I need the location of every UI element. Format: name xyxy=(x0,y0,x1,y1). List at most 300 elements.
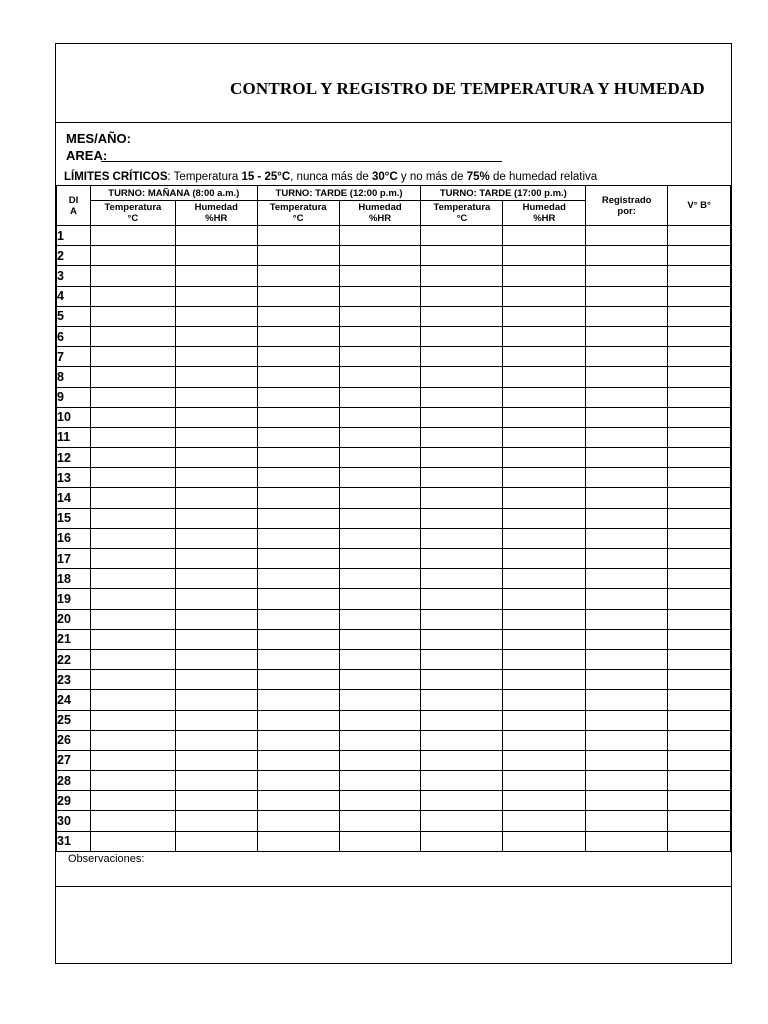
entry-cell[interactable] xyxy=(339,831,421,851)
entry-cell[interactable] xyxy=(586,226,668,246)
entry-cell[interactable] xyxy=(90,326,175,346)
entry-cell[interactable] xyxy=(668,508,731,528)
entry-cell[interactable] xyxy=(668,226,731,246)
entry-cell[interactable] xyxy=(668,690,731,710)
entry-cell[interactable] xyxy=(503,629,586,649)
entry-cell[interactable] xyxy=(668,629,731,649)
entry-cell[interactable] xyxy=(257,670,339,690)
entry-cell[interactable] xyxy=(421,811,503,831)
entry-cell[interactable] xyxy=(257,508,339,528)
entry-cell[interactable] xyxy=(668,528,731,548)
entry-cell[interactable] xyxy=(503,488,586,508)
entry-cell[interactable] xyxy=(668,589,731,609)
entry-cell[interactable] xyxy=(668,791,731,811)
entry-cell[interactable] xyxy=(339,508,421,528)
entry-cell[interactable] xyxy=(503,609,586,629)
entry-cell[interactable] xyxy=(421,528,503,548)
entry-cell[interactable] xyxy=(257,771,339,791)
day-number: 11 xyxy=(57,427,91,447)
day-number: 31 xyxy=(57,831,91,851)
entry-cell[interactable] xyxy=(257,367,339,387)
day-header: DI A xyxy=(57,186,91,226)
table-row xyxy=(57,508,731,528)
entry-cell[interactable] xyxy=(668,670,731,690)
entry-cell[interactable] xyxy=(90,488,175,508)
entry-cell[interactable] xyxy=(257,488,339,508)
entry-cell[interactable] xyxy=(90,528,175,548)
entry-cell[interactable] xyxy=(257,246,339,266)
day-number: 20 xyxy=(57,609,91,629)
entry-cell[interactable] xyxy=(586,730,668,750)
title-box xyxy=(56,44,731,123)
entry-cell[interactable] xyxy=(421,246,503,266)
entry-cell[interactable] xyxy=(90,508,175,528)
entry-cell[interactable] xyxy=(257,427,339,447)
entry-cell[interactable] xyxy=(421,609,503,629)
entry-cell[interactable] xyxy=(586,347,668,367)
entry-cell[interactable] xyxy=(339,730,421,750)
entry-cell[interactable] xyxy=(339,448,421,468)
entry-cell[interactable] xyxy=(175,246,257,266)
entry-cell[interactable] xyxy=(421,347,503,367)
entry-cell[interactable] xyxy=(90,629,175,649)
entry-cell[interactable] xyxy=(421,367,503,387)
entry-cell[interactable] xyxy=(175,589,257,609)
entry-cell[interactable] xyxy=(421,468,503,488)
table-row xyxy=(57,528,731,548)
entry-cell[interactable] xyxy=(586,468,668,488)
entry-cell[interactable] xyxy=(257,286,339,306)
entry-cell[interactable] xyxy=(90,549,175,569)
entry-cell[interactable] xyxy=(586,690,668,710)
table-row xyxy=(57,367,731,387)
day-number: 4 xyxy=(57,286,91,306)
entry-cell[interactable] xyxy=(257,690,339,710)
entry-cell[interactable] xyxy=(586,670,668,690)
entry-cell[interactable] xyxy=(339,549,421,569)
day-number: 27 xyxy=(57,750,91,770)
entry-cell[interactable] xyxy=(339,347,421,367)
entry-cell[interactable] xyxy=(503,690,586,710)
day-number: 5 xyxy=(57,306,91,326)
entry-cell[interactable] xyxy=(586,710,668,730)
day-number: 1 xyxy=(57,226,91,246)
entry-cell[interactable] xyxy=(668,347,731,367)
entry-cell[interactable] xyxy=(503,831,586,851)
entry-cell[interactable] xyxy=(339,306,421,326)
entry-cell[interactable] xyxy=(175,730,257,750)
entry-cell[interactable] xyxy=(257,407,339,427)
entry-cell[interactable] xyxy=(668,246,731,266)
entry-cell[interactable] xyxy=(586,589,668,609)
day-number: 12 xyxy=(57,448,91,468)
table-row xyxy=(57,831,731,851)
entry-cell[interactable] xyxy=(503,811,586,831)
entry-cell[interactable] xyxy=(668,266,731,286)
entry-cell[interactable] xyxy=(90,387,175,407)
entry-cell[interactable] xyxy=(668,367,731,387)
entry-cell[interactable] xyxy=(90,649,175,669)
entry-cell[interactable] xyxy=(175,488,257,508)
entry-cell[interactable] xyxy=(90,730,175,750)
entry-cell[interactable] xyxy=(339,326,421,346)
entry-cell[interactable] xyxy=(257,549,339,569)
entry-cell[interactable] xyxy=(668,468,731,488)
entry-cell[interactable] xyxy=(90,831,175,851)
entry-cell[interactable] xyxy=(90,306,175,326)
entry-cell[interactable] xyxy=(90,771,175,791)
table-row xyxy=(57,811,731,831)
entry-cell[interactable] xyxy=(421,791,503,811)
entry-cell[interactable] xyxy=(503,448,586,468)
temp-header-afternoon: Temperatura °C xyxy=(421,201,503,226)
entry-cell[interactable] xyxy=(257,326,339,346)
entry-cell[interactable] xyxy=(175,569,257,589)
entry-cell[interactable] xyxy=(339,629,421,649)
entry-cell[interactable] xyxy=(257,589,339,609)
entry-cell[interactable] xyxy=(90,811,175,831)
entry-cell[interactable] xyxy=(90,226,175,246)
entry-cell[interactable] xyxy=(668,750,731,770)
entry-cell[interactable] xyxy=(90,791,175,811)
entry-cell[interactable] xyxy=(175,266,257,286)
approval-header: V° B° xyxy=(668,186,731,226)
entry-cell[interactable] xyxy=(339,811,421,831)
entry-cell[interactable] xyxy=(586,811,668,831)
entry-cell[interactable] xyxy=(257,649,339,669)
entry-cell[interactable] xyxy=(586,569,668,589)
entry-cell[interactable] xyxy=(339,387,421,407)
entry-cell[interactable] xyxy=(503,427,586,447)
entry-cell[interactable] xyxy=(503,791,586,811)
entry-cell[interactable] xyxy=(339,750,421,770)
entry-cell[interactable] xyxy=(668,286,731,306)
day-number: 9 xyxy=(57,387,91,407)
entry-cell[interactable] xyxy=(668,730,731,750)
entry-cell[interactable] xyxy=(586,831,668,851)
entry-cell[interactable] xyxy=(175,609,257,629)
entry-cell[interactable] xyxy=(421,629,503,649)
entry-cell[interactable] xyxy=(668,831,731,851)
entry-cell[interactable] xyxy=(257,266,339,286)
entry-cell[interactable] xyxy=(503,569,586,589)
day-number: 25 xyxy=(57,710,91,730)
record-table xyxy=(56,185,731,852)
entry-cell[interactable] xyxy=(339,266,421,286)
entry-cell[interactable] xyxy=(339,670,421,690)
entry-cell[interactable] xyxy=(421,771,503,791)
entry-cell[interactable] xyxy=(339,589,421,609)
table-row xyxy=(57,448,731,468)
entry-cell[interactable] xyxy=(421,730,503,750)
limits-range: 15 - 25°C xyxy=(241,171,291,183)
day-number: 17 xyxy=(57,549,91,569)
entry-cell[interactable] xyxy=(586,649,668,669)
entry-cell[interactable] xyxy=(90,246,175,266)
entry-cell[interactable] xyxy=(503,367,586,387)
entry-cell[interactable] xyxy=(175,367,257,387)
entry-cell[interactable] xyxy=(503,771,586,791)
entry-cell[interactable] xyxy=(586,488,668,508)
entry-cell[interactable] xyxy=(503,649,586,669)
entry-cell[interactable] xyxy=(339,690,421,710)
entry-cell[interactable] xyxy=(503,306,586,326)
entry-cell[interactable] xyxy=(586,407,668,427)
entry-cell[interactable] xyxy=(90,266,175,286)
entry-cell[interactable] xyxy=(175,791,257,811)
entry-cell[interactable] xyxy=(421,488,503,508)
entry-cell[interactable] xyxy=(503,670,586,690)
entry-cell[interactable] xyxy=(586,508,668,528)
entry-cell[interactable] xyxy=(90,427,175,447)
table-row xyxy=(57,710,731,730)
entry-cell[interactable] xyxy=(421,750,503,770)
entry-cell[interactable] xyxy=(668,569,731,589)
entry-cell[interactable] xyxy=(90,286,175,306)
entry-cell[interactable] xyxy=(175,831,257,851)
entry-cell[interactable] xyxy=(175,326,257,346)
entry-cell[interactable] xyxy=(503,286,586,306)
entry-cell[interactable] xyxy=(339,528,421,548)
entry-cell[interactable] xyxy=(503,387,586,407)
table-row xyxy=(57,326,731,346)
entry-cell[interactable] xyxy=(90,569,175,589)
entry-cell[interactable] xyxy=(586,286,668,306)
entry-cell[interactable] xyxy=(175,710,257,730)
day-number: 24 xyxy=(57,690,91,710)
day-number: 28 xyxy=(57,771,91,791)
entry-cell[interactable] xyxy=(586,306,668,326)
temp-header-noon: Temperatura °C xyxy=(257,201,339,226)
limits-label: LÍMITES CRÍTICOS xyxy=(64,171,168,183)
entry-cell[interactable] xyxy=(175,347,257,367)
entry-cell[interactable] xyxy=(421,266,503,286)
entry-cell[interactable] xyxy=(421,286,503,306)
entry-cell[interactable] xyxy=(421,427,503,447)
entry-cell[interactable] xyxy=(175,549,257,569)
entry-cell[interactable] xyxy=(503,468,586,488)
entry-cell[interactable] xyxy=(175,508,257,528)
entry-cell[interactable] xyxy=(503,549,586,569)
entry-cell[interactable] xyxy=(175,670,257,690)
entry-cell[interactable] xyxy=(175,387,257,407)
day-number: 13 xyxy=(57,468,91,488)
entry-cell[interactable] xyxy=(175,286,257,306)
entry-cell[interactable] xyxy=(90,690,175,710)
table-row xyxy=(57,266,731,286)
entry-cell[interactable] xyxy=(421,831,503,851)
entry-cell[interactable] xyxy=(90,750,175,770)
entry-cell[interactable] xyxy=(175,448,257,468)
entry-cell[interactable] xyxy=(90,468,175,488)
entry-cell[interactable] xyxy=(586,266,668,286)
entry-cell[interactable] xyxy=(175,750,257,770)
entry-cell[interactable] xyxy=(421,549,503,569)
entry-cell[interactable] xyxy=(586,629,668,649)
table-row xyxy=(57,569,731,589)
entry-cell[interactable] xyxy=(339,609,421,629)
day-number: 15 xyxy=(57,508,91,528)
entry-cell[interactable] xyxy=(668,488,731,508)
table-row xyxy=(57,387,731,407)
entry-cell[interactable] xyxy=(586,448,668,468)
observations-box[interactable] xyxy=(56,851,731,887)
entry-cell[interactable] xyxy=(668,649,731,669)
entry-cell[interactable] xyxy=(339,286,421,306)
entry-cell[interactable] xyxy=(421,690,503,710)
entry-cell[interactable] xyxy=(339,468,421,488)
entry-cell[interactable] xyxy=(257,347,339,367)
entry-cell[interactable] xyxy=(257,448,339,468)
entry-cell[interactable] xyxy=(668,609,731,629)
entry-cell[interactable] xyxy=(175,690,257,710)
entry-cell[interactable] xyxy=(175,226,257,246)
entry-cell[interactable] xyxy=(503,347,586,367)
entry-cell[interactable] xyxy=(586,427,668,447)
entry-cell[interactable] xyxy=(421,589,503,609)
entry-cell[interactable] xyxy=(339,407,421,427)
entry-cell[interactable] xyxy=(503,710,586,730)
observations-label: Observaciones: xyxy=(68,853,145,865)
entry-cell[interactable] xyxy=(175,306,257,326)
table-row xyxy=(57,549,731,569)
entry-cell[interactable] xyxy=(339,367,421,387)
entry-cell[interactable] xyxy=(175,528,257,548)
entry-cell[interactable] xyxy=(175,771,257,791)
entry-cell[interactable] xyxy=(339,488,421,508)
entry-cell[interactable] xyxy=(668,306,731,326)
entry-cell[interactable] xyxy=(668,427,731,447)
entry-cell[interactable] xyxy=(503,246,586,266)
limits-text-2: , nunca más de xyxy=(290,171,372,183)
entry-cell[interactable] xyxy=(421,508,503,528)
entry-cell[interactable] xyxy=(175,407,257,427)
entry-cell[interactable] xyxy=(90,710,175,730)
entry-cell[interactable] xyxy=(503,730,586,750)
entry-cell[interactable] xyxy=(421,670,503,690)
entry-cell[interactable] xyxy=(339,649,421,669)
entry-cell[interactable] xyxy=(339,427,421,447)
entry-cell[interactable] xyxy=(503,266,586,286)
entry-cell[interactable] xyxy=(586,246,668,266)
entry-cell[interactable] xyxy=(421,326,503,346)
entry-cell[interactable] xyxy=(421,569,503,589)
entry-cell[interactable] xyxy=(586,609,668,629)
area-fill-line[interactable] xyxy=(101,161,502,162)
entry-cell[interactable] xyxy=(586,367,668,387)
entry-cell[interactable] xyxy=(586,750,668,770)
entry-cell[interactable] xyxy=(668,387,731,407)
entry-cell[interactable] xyxy=(668,549,731,569)
limits-text-4: de humedad relativa xyxy=(489,171,598,183)
entry-cell[interactable] xyxy=(257,791,339,811)
entry-cell[interactable] xyxy=(421,226,503,246)
entry-cell[interactable] xyxy=(90,589,175,609)
entry-cell[interactable] xyxy=(257,710,339,730)
entry-cell[interactable] xyxy=(503,226,586,246)
entry-cell[interactable] xyxy=(421,710,503,730)
entry-cell[interactable] xyxy=(503,589,586,609)
day-number: 30 xyxy=(57,811,91,831)
entry-cell[interactable] xyxy=(339,771,421,791)
entry-cell[interactable] xyxy=(421,448,503,468)
entry-cell[interactable] xyxy=(257,831,339,851)
entry-cell[interactable] xyxy=(586,387,668,407)
entry-cell[interactable] xyxy=(90,448,175,468)
entry-cell[interactable] xyxy=(257,811,339,831)
entry-cell[interactable] xyxy=(668,771,731,791)
entry-cell[interactable] xyxy=(90,609,175,629)
day-number: 21 xyxy=(57,629,91,649)
table-row xyxy=(57,226,731,246)
entry-cell[interactable] xyxy=(586,791,668,811)
entry-cell[interactable] xyxy=(339,246,421,266)
entry-cell[interactable] xyxy=(90,347,175,367)
entry-cell[interactable] xyxy=(668,811,731,831)
entry-cell[interactable] xyxy=(586,549,668,569)
entry-cell[interactable] xyxy=(257,609,339,629)
entry-cell[interactable] xyxy=(421,407,503,427)
entry-cell[interactable] xyxy=(503,750,586,770)
entry-cell[interactable] xyxy=(421,387,503,407)
entry-cell[interactable] xyxy=(175,468,257,488)
table-row xyxy=(57,609,731,629)
day-number: 23 xyxy=(57,670,91,690)
entry-cell[interactable] xyxy=(90,407,175,427)
entry-cell[interactable] xyxy=(339,569,421,589)
entry-cell[interactable] xyxy=(668,448,731,468)
entry-cell[interactable] xyxy=(257,387,339,407)
entry-cell[interactable] xyxy=(257,528,339,548)
entry-cell[interactable] xyxy=(257,730,339,750)
day-number: 14 xyxy=(57,488,91,508)
entry-cell[interactable] xyxy=(339,791,421,811)
entry-cell[interactable] xyxy=(257,306,339,326)
entry-cell[interactable] xyxy=(421,306,503,326)
entry-cell[interactable] xyxy=(503,528,586,548)
entry-cell[interactable] xyxy=(586,326,668,346)
entry-cell[interactable] xyxy=(175,629,257,649)
entry-cell[interactable] xyxy=(257,750,339,770)
entry-cell[interactable] xyxy=(339,710,421,730)
entry-cell[interactable] xyxy=(175,811,257,831)
registered-by-header: Registrado por: xyxy=(586,186,668,226)
entry-cell[interactable] xyxy=(421,649,503,669)
entry-cell[interactable] xyxy=(586,528,668,548)
entry-cell[interactable] xyxy=(90,670,175,690)
entry-cell[interactable] xyxy=(257,468,339,488)
entry-cell[interactable] xyxy=(257,629,339,649)
shift-morning-header: TURNO: MAÑANA (8:00 a.m.) xyxy=(90,186,257,201)
table-row xyxy=(57,629,731,649)
day-number: 19 xyxy=(57,589,91,609)
entry-cell[interactable] xyxy=(257,226,339,246)
table-row xyxy=(57,468,731,488)
entry-cell[interactable] xyxy=(668,407,731,427)
entry-cell[interactable] xyxy=(503,326,586,346)
entry-cell[interactable] xyxy=(175,427,257,447)
entry-cell[interactable] xyxy=(503,508,586,528)
entry-cell[interactable] xyxy=(90,367,175,387)
entry-cell[interactable] xyxy=(339,226,421,246)
entry-cell[interactable] xyxy=(175,649,257,669)
entry-cell[interactable] xyxy=(503,407,586,427)
entry-cell[interactable] xyxy=(668,326,731,346)
entry-cell[interactable] xyxy=(586,771,668,791)
limits-max-temp: 30°C xyxy=(371,171,398,183)
entry-cell[interactable] xyxy=(257,569,339,589)
entry-cell[interactable] xyxy=(668,710,731,730)
